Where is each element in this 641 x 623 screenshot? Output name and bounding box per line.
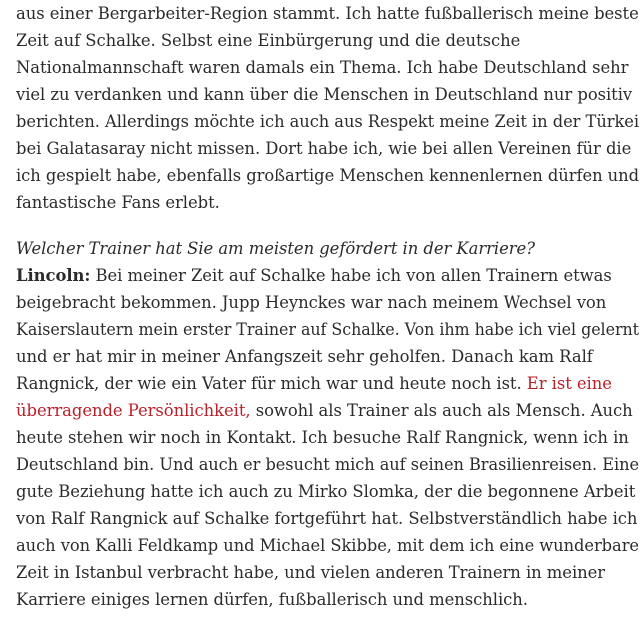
highlighted-quote-link[interactable]: überragende Persönlichkeit, [16, 401, 251, 420]
answer-line: Karriere einiges lernen dürfen, fußballerisch und menschlich. [16, 590, 528, 609]
answer-line: heute stehen wir noch in Kontakt. Ich besuche Ralf Rangnick, wenn ich in [16, 428, 629, 447]
answer-line: beigebracht bekommen. Jupp Heynckes war nach meinem Wechsel von [16, 293, 607, 312]
answer-text: sowohl als Trainer als auch als Mensch. Auch [250, 401, 633, 420]
answer-line: auch von Kalli Feldkamp und Michael Skibbe, mit dem ich eine wunderbare [16, 536, 640, 555]
answer-line: gute Beziehung hatte ich auch zu Mirko Slomka, der die begonnene Arbeit [16, 482, 636, 501]
paragraph-line: berichten. Allerdings möchte ich auch aus Respekt meine Zeit in der Türkei [16, 112, 640, 131]
article-body [16, 0, 641, 613]
speaker-label: Lincoln: [16, 266, 91, 285]
paragraph-line: bei Galatasaray nicht missen. Dort habe ich, wie bei allen Vereinen für die [16, 139, 632, 158]
answer-line: von Ralf Rangnick auf Schalke fortgeführt hat. Selbstverständlich habe ich [16, 509, 638, 528]
answer-line: Kaiserslautern mein erster Trainer auf Schalke. Von ihm habe ich viel gelernt [16, 320, 640, 339]
answer-line [16, 370, 641, 397]
answer-line [16, 397, 641, 424]
intro-paragraph [16, 0, 641, 216]
paragraph-line: ich gespielt habe, ebenfalls großartige Menschen kennenlernen dürfen und [16, 166, 640, 185]
paragraph-line: Nationalmannschaft waren damals ein Thema. Ich habe Deutschland sehr [16, 58, 629, 77]
interview-block [16, 235, 641, 613]
answer-line: Deutschland bin. Und auch er besucht mich auf seinen Brasilienreisen. Eine [16, 455, 640, 474]
paragraph-line: viel zu verdanken und kann über die Menschen in Deutschland nur positiv [16, 85, 633, 104]
answer-line [16, 262, 641, 289]
paragraph-line: fantastische Fans erlebt. [16, 193, 220, 212]
paragraph-line: aus einer Bergarbeiter-Region stammt. Ich hatte fußballerisch meine beste [16, 4, 639, 23]
answer-line: und er hat mir in meiner Anfangszeit sehr geholfen. Danach kam Ralf [16, 347, 593, 366]
answer-line: Zeit in Istanbul verbracht habe, und vielen anderen Trainern in meiner [16, 563, 606, 582]
paragraph-line: Zeit auf Schalke. Selbst eine Einbürgerung und die deutsche [16, 31, 521, 50]
highlighted-quote-link[interactable]: Er ist eine [526, 374, 612, 393]
paragraph-spacer [16, 216, 641, 235]
answer-text: Rangnick, der wie ein Vater für mich war und heute noch ist. [16, 374, 527, 393]
interview-question: Welcher Trainer hat Sie am meisten gefördert in der Karriere? [16, 239, 535, 258]
answer-text: Bei meiner Zeit auf Schalke habe ich von allen Trainern etwas [90, 266, 612, 285]
